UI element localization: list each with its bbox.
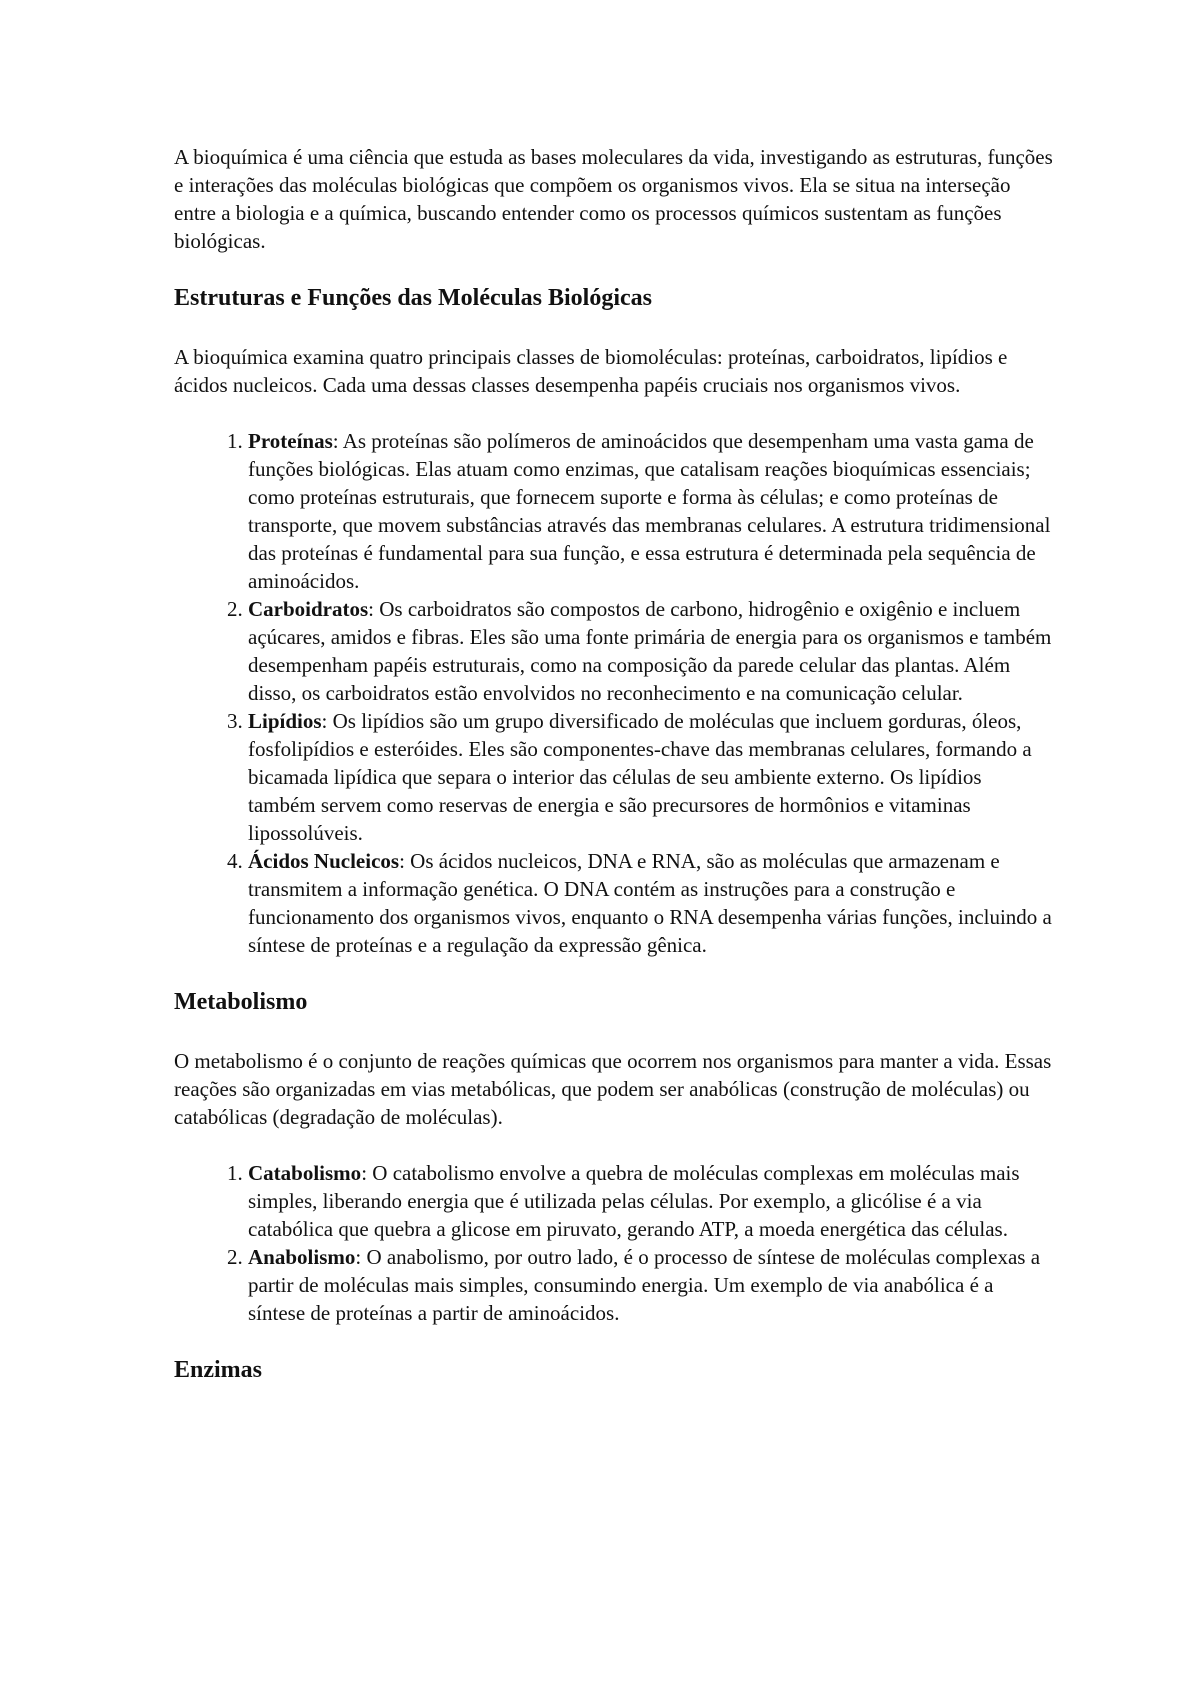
list-item-text: : O catabolismo envolve a quebra de moléculas complexas em moléculas mais simples, liberando energia que é utilizada pelas células. Por exemplo, a glicólise é a via catabólica que quebra a glicose em piruvato, gerando ATP, a moeda energética das células. [248,1161,1020,1241]
list-item-term: Anabolismo [248,1245,356,1269]
document-page [174,143,1054,1415]
list-item-term: Carboidratos [248,597,369,621]
list-item-term: Proteínas [248,429,333,453]
list-item-text: : As proteínas são polímeros de aminoácidos que desempenham uma vasta gama de funções biológicas. Elas atuam como enzimas, que catalisam reações bioquímicas essenciais; como proteínas estruturais, que fornecem suporte e forma às células; e como proteínas de transporte, que movem substâncias através das membranas celulares. A estrutura tridimensional das proteínas é fundamental para sua função, e essa estrutura é determinada pela sequência de aminoácidos. [248,429,1051,593]
list-item-text: : O anabolismo, por outro lado, é o processo de síntese de moléculas complexas a partir de moléculas mais simples, consumindo energia. Um exemplo de via anabólica é a síntese de proteínas a partir de aminoácidos. [248,1245,1041,1325]
metabolism-list [174,1159,1054,1327]
list-item-term: Lipídios [248,709,322,733]
list-item [248,595,1054,707]
list-item-text: : Os ácidos nucleicos, DNA e RNA, são as moléculas que armazenam e transmitem a informação genética. O DNA contém as instruções para a construção e funcionamento dos organismos vivos, enquanto o RNA desempenha várias funções, incluindo a síntese de proteínas e a regulação da expressão gênica. [248,849,1052,957]
section-heading-enzimas: Enzimas [174,1357,263,1383]
list-item [248,707,1054,847]
list-item-term: Ácidos Nucleicos [248,849,400,873]
section-paragraph-metabolismo: O metabolismo é o conjunto de reações químicas que ocorrem nos organismos para manter a vida. Essas reações são organizadas em vias metabólicas, que podem ser anabólicas (construção de moléculas) ou catabólicas (degradação de moléculas). [174,1049,1052,1129]
list-item-term: Catabolismo [248,1161,362,1185]
list-item-text: : Os carboidratos são compostos de carbono, hidrogênio e oxigênio e incluem açúcares, amidos e fibras. Eles são uma fonte primária de energia para os organismos e também desempenham papéis estruturais, como na composição da parede celular das plantas. Além disso, os carboidratos estão envolvidos no reconhecimento e na comunicação celular. [248,597,1052,705]
section-heading-metabolismo: Metabolismo [174,989,308,1015]
list-item [248,1243,1054,1327]
list-item [248,847,1054,959]
section-paragraph-estruturas: A bioquímica examina quatro principais classes de biomoléculas: proteínas, carboidratos, lipídios e ácidos nucleicos. Cada uma dessas classes desempenha papéis cruciais nos organismos vivos. [174,345,1008,397]
list-item [248,1159,1054,1243]
biomolecule-list [174,427,1054,959]
list-item-text: : Os lipídios são um grupo diversificado de moléculas que incluem gorduras, óleos, fosfolipídios e esteróides. Eles são componentes-chave das membranas celulares, formando a bicamada lipídica que separa o interior das células de seu ambiente externo. Os lipídios também servem como reservas de energia e são precursores de hormônios e vitaminas lipossolúveis. [248,709,1032,845]
section-heading-estruturas: Estruturas e Funções das Moléculas Biológicas [174,285,652,311]
list-item [248,427,1054,595]
intro-paragraph: A bioquímica é uma ciência que estuda as bases moleculares da vida, investigando as estruturas, funções e interações das moléculas biológicas que compõem os organismos vivos. Ela se situa na interseção entre a biologia e a química, buscando entender como os processos químicos sustentam as funções biológicas. [174,145,1053,253]
